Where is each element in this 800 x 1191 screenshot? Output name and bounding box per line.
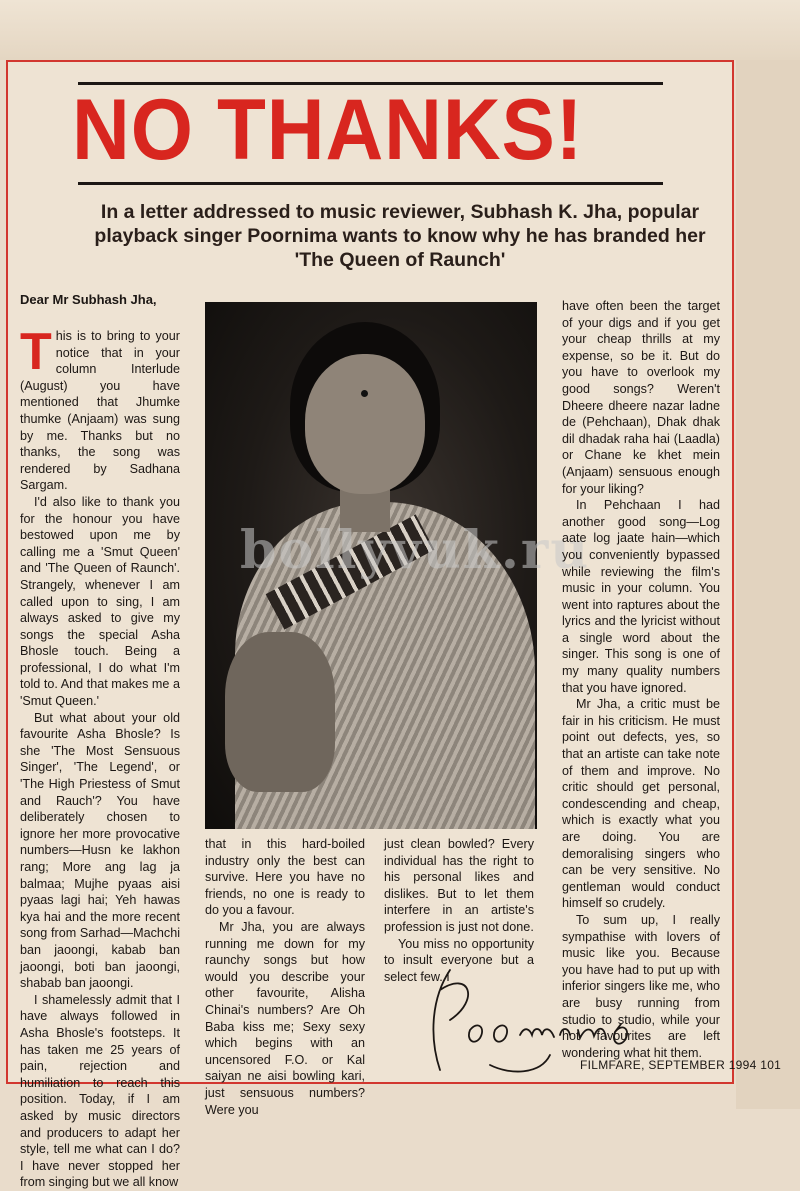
col1-para-2: I'd also like to thank you for the honour you have bestowed upon me by calling me a 'Smut Queen' and 'The Queen of Raunch'. Strangely, whenever I am called upon to sing, I am always asked to give my songs the special Asha Bhosle touch. Being a professional, I do what I'm told to. And that makes me a 'Smut Queen.' (20, 494, 180, 709)
col4-para-4: To sum up, I really sympathise with lovers of music like you. Because you have had to put up with inferior singers like me, who are busy running from studio to studio, while your hot favourites are left wondering what hit them. (562, 912, 720, 1060)
col2-para-1: that in this hard-boiled industry only the best can survive. Here you have no friends, no one is ready to do you a favour. (205, 837, 365, 918)
col1-para-3: But what about your old favourite Asha Bhosle? Is she 'The Most Sensuous Singer', 'The Legend', or 'The High Priestess of Smut and Rauch'? You have deliberately chosen to ignore her more provocative numbers—Husn ke lakhon rang; More ang lag ja balmaa; Mujhe pyaas aisi pyaas lagi hai; Yeh hawas kya hai and the more recent song from Sarhad—Machchi ban jaoongi, kabab ban jaoongi, boti ban jaoongi, shabab ban jaoongi. (20, 710, 180, 991)
col3-para-2: You miss no opportunity to insult everyone but a select few. I (384, 936, 534, 984)
drop-cap: T (20, 323, 52, 381)
salutation: Dear Mr Subhash Jha, (20, 292, 157, 307)
col2-para-2: Mr Jha, you are always running me down for my raunchy songs but how would you describe your other favourite, Alisha Chinai's numbers? Are Oh Baba kiss me; Sexy sexy which begins with an uncensored F.O. or Kal saiyan ne aisi bowling kari, just sensuous numbers? Were you (205, 919, 365, 1117)
col1-para-1: This is to bring to your notice that in your column Interlude (August) you have mentioned that Jhumke thumke (Anjaam) was sung by me. Thanks but no thanks, the song was rendered by Sadhana Sargam. (20, 323, 180, 493)
deck: In a letter addressed to music reviewer, Subhash K. Jha, popular playback singer Poornima wants to know why he has branded her 'The Queen of Raunch' (94, 201, 706, 271)
page-right-bleed (736, 60, 800, 1109)
col1-para-4: I shamelessly admit that I have always followed in Asha Bhosle's footsteps. It has taken me 25 years of pain, rejection and humiliation to reach this position. Today, if I am asked by music directors and producers to adapt her style, tell me what can I do? I have never stopped her from singing but we all know (20, 992, 180, 1190)
column-1 (20, 323, 180, 1191)
column-4 (562, 298, 720, 1061)
col4-para-1: have often been the target of your digs and if you get your cheap thrills at my expense, so be it. But do you have to overlook my good songs? Weren't Dheere dheere nazar ladne de (Pehchaan), Dhak dhak dil dhadak raha hai (Laadla) or Chane ke khet mein (Anjaam) sensuous enough for your liking? (562, 299, 720, 496)
page-top-bleed (0, 0, 800, 60)
column-2 (205, 836, 365, 1118)
headline: NO THANKS! (72, 82, 584, 178)
col4-para-2: In Pehchaan I had another good song—Log aate log jaate hain—which you conveniently bypassed while reviewing the film's music in your column. You went into raptures about the lyrics and the lyricist without a single word about the singer. This song is one of my many quality numbers that you have ignored. (562, 498, 720, 695)
watermark: bollyvuk.ru (240, 520, 591, 581)
page-footer: FILMFARE, SEPTEMBER 1994 101 (580, 1058, 782, 1072)
col3-para-1: just clean bowled? Every individual has the right to his personal likes and dislikes. But to let them interfere in an artiste's profession is just not done. (384, 837, 534, 934)
headline-rule-bottom (78, 182, 663, 185)
col4-para-3: Mr Jha, a critic must be fair in his criticism. He must point out defects, yes, so that an artiste can take note of them and improve. No critic should get personal, condescending and cheap, which is exactly what you are doing. You are demoralising singers who can be very sensitive. No gentleman would conduct himself so crudely. (562, 697, 720, 911)
